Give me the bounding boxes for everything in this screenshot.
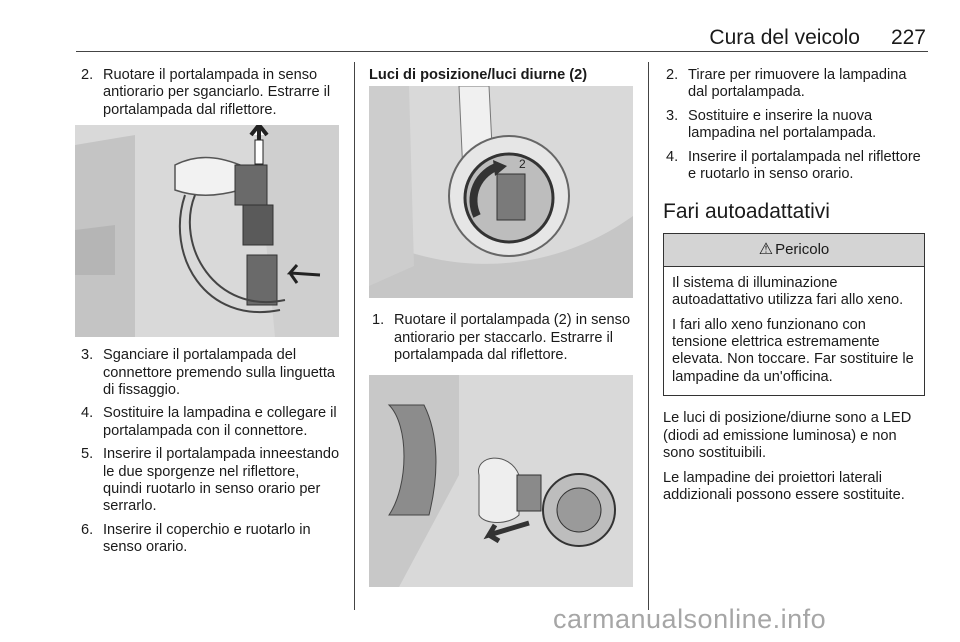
column-middle <box>369 67 635 587</box>
position-light-illustration <box>369 86 633 298</box>
page-number: 227 <box>890 26 926 49</box>
step-text: Tirare per rimuovere la lampadina dal portalampada. <box>688 67 907 101</box>
bulb-removal-illustration <box>369 375 633 587</box>
step-number: 3. <box>81 347 94 364</box>
warning-box <box>663 233 925 396</box>
warning-title: Pericolo <box>775 241 830 259</box>
bulb-holder-illustration <box>75 125 339 337</box>
instruction-step <box>663 108 925 143</box>
step-number: 1. <box>372 312 385 329</box>
step-number: 6. <box>81 521 94 538</box>
warning-body <box>664 267 924 395</box>
step-text: Inserire il portalampada nel riflettore e ruotarlo in senso orario. <box>688 148 921 183</box>
section-heading: Luci di posizione/luci diurne (2) <box>369 67 588 83</box>
step-number: 2. <box>81 67 94 83</box>
step-text: Sostituire la lampadina e collegare il portalampada con il connettore. <box>103 405 337 439</box>
instruction-step <box>78 522 342 557</box>
step-text: Inserire il coperchio e ruotarlo in senso orario. <box>103 521 311 556</box>
step-text: Sganciare il portalampada del connettore premendo sulla linguetta di fissaggio. <box>103 347 336 399</box>
instruction-step <box>78 446 342 516</box>
step-text: Ruotare il portalampada (2) in senso antiorario per staccarlo. Estrarre il portalampada dal riflettore. <box>394 312 631 364</box>
step-text: Inserire il portalampada inneestando le due sporgenze nel riflettore, quindi ruotarlo in senso orario per serrarlo. <box>103 446 340 515</box>
instruction-step <box>78 347 342 399</box>
step-number: 3. <box>666 107 679 124</box>
column-divider <box>354 62 355 610</box>
step-number: 2. <box>666 67 679 83</box>
step-number: 5. <box>81 446 94 463</box>
header-rule <box>76 51 928 52</box>
warning-header <box>664 234 924 267</box>
instruction-step <box>663 67 925 102</box>
body-paragraph: Le lampadine dei proiettori laterali addizionali possono essere sostituite. <box>663 469 905 503</box>
step-number: 4. <box>81 405 94 422</box>
warning-triangle-icon: ⚠ <box>758 241 774 259</box>
step-number: 4. <box>666 148 679 165</box>
watermark: carmanualsonline.info <box>553 604 827 634</box>
instruction-step <box>78 405 342 440</box>
column-divider <box>648 62 649 610</box>
warning-text: Il sistema di illuminazione autoadattativo utilizza fari allo xeno. <box>672 274 904 309</box>
instruction-step <box>369 312 635 364</box>
column-right <box>663 67 925 511</box>
column-left <box>78 67 342 563</box>
instruction-step <box>663 149 925 184</box>
warning-text: I fari allo xeno funzionano con tensione elettrica estremamente elevata. Non toccare. Far sostituire le lampadine da un'officina. <box>672 316 914 385</box>
body-paragraph: Le luci di posizione/diurne sono a LED (diodi ad emissione luminosa) e non sono sostituibili. <box>663 410 912 462</box>
section-heading: Fari autoadattativi <box>663 200 830 224</box>
page-header-title: Cura del veicolo <box>709 26 860 49</box>
step-text: Ruotare il portalampada in senso antiorario per sganciarlo. Estrarre il portalampada dal riflettore. <box>103 67 331 118</box>
svg-text:2: 2 <box>519 157 526 172</box>
step-text: Sostituire e inserire la nuova lampadina nel portalampada. <box>688 107 877 142</box>
instruction-step <box>78 67 342 119</box>
